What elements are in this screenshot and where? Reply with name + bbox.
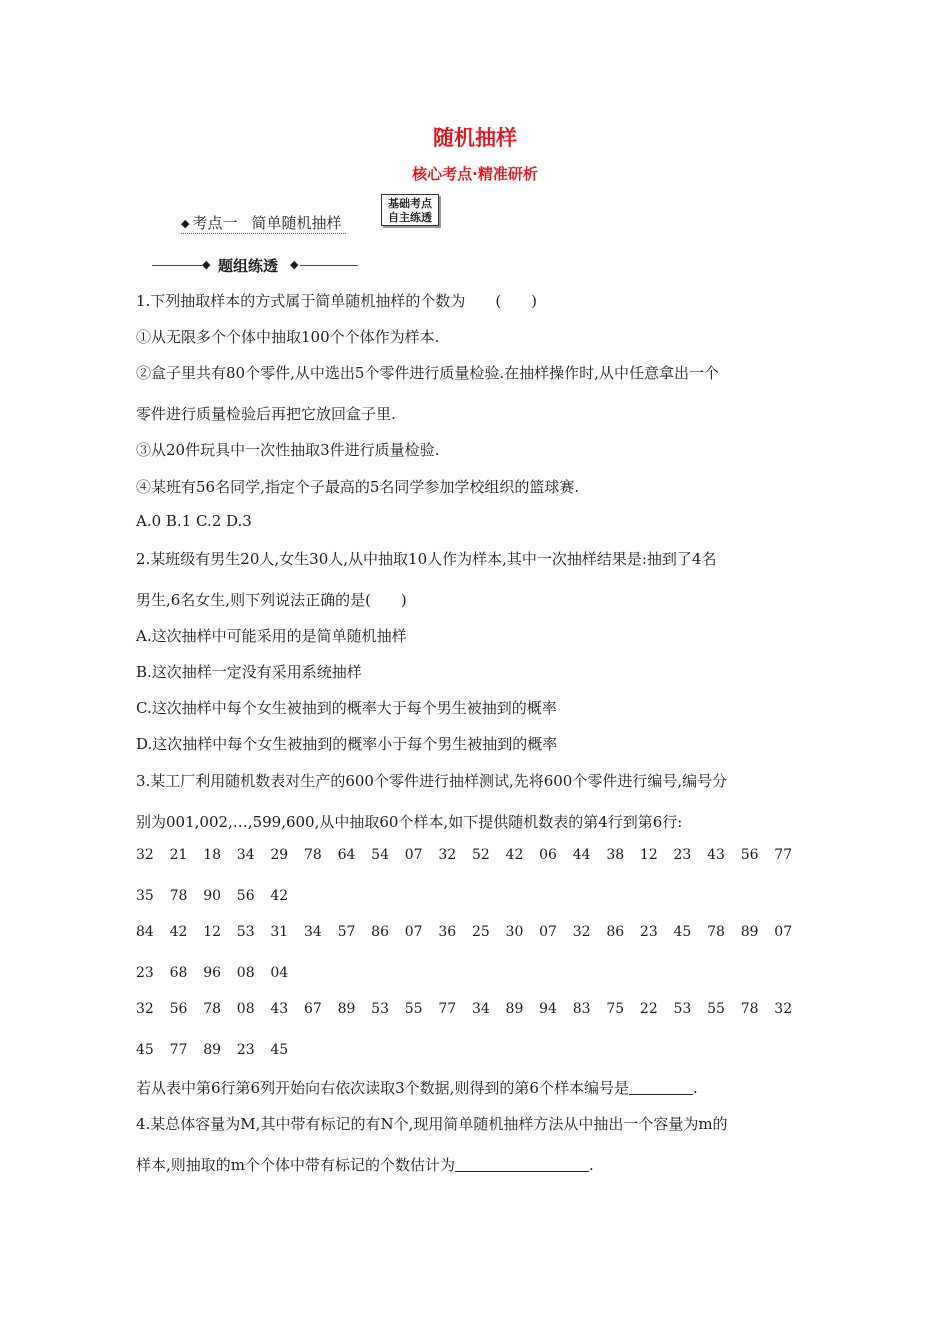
q1-options: A.0 B.1 C.2 D.3 [136, 512, 252, 530]
table-cell: 08 [236, 1001, 255, 1017]
table-cell: 34 [471, 1001, 490, 1017]
divider-right [300, 265, 358, 266]
q2-option-a: A.这次抽样中可能采用的是简单随机抽样 [136, 627, 407, 645]
table-cell: 08 [236, 965, 255, 981]
q2-option-b: B.这次抽样一定没有采用系统抽样 [136, 663, 362, 681]
table-cell: 94 [539, 1001, 557, 1017]
table-cell: 32 [136, 847, 154, 863]
diamond-left-icon: ◆ [202, 258, 211, 271]
table-cell: 68 [169, 965, 188, 981]
table-cell: 32 [774, 1001, 793, 1017]
table-cell: 36 [438, 924, 457, 940]
table-cell: 23 [136, 965, 154, 981]
q1-item-2-line-1: ②盒子里共有80个零件,从中选出5个零件进行质量检验.在抽样操作时,从中任意拿出一个 [136, 364, 719, 382]
q3-question [136, 1077, 698, 1098]
table-cell: 78 [203, 1001, 222, 1017]
table-cell: 32 [136, 1001, 154, 1017]
table-row [136, 965, 304, 981]
table-cell: 07 [774, 924, 793, 940]
table-cell: 77 [774, 847, 793, 863]
answer-blank[interactable] [455, 1157, 589, 1172]
table-cell: 64 [337, 847, 356, 863]
page-title: 随机抽样 [433, 126, 517, 150]
q1-item-3: ③从20件玩具中一次性抽取3件进行质量检验. [136, 441, 440, 459]
q2-option-c: C.这次抽样中每个女生被抽到的概率大于每个男生被抽到的概率 [136, 699, 557, 717]
group-heading-text: 题组练透 [218, 257, 279, 275]
table-cell: 55 [707, 1001, 725, 1017]
table-cell: 96 [203, 965, 222, 981]
table-cell: 57 [337, 924, 356, 940]
group-heading [152, 254, 362, 278]
table-cell: 78 [303, 847, 322, 863]
table-cell: 53 [673, 1001, 692, 1017]
table-cell: 04 [270, 965, 289, 981]
table-cell: 89 [203, 1042, 222, 1058]
table-cell: 75 [606, 1001, 625, 1017]
table-cell: 23 [673, 847, 692, 863]
table-cell: 52 [471, 847, 490, 863]
table-cell: 78 [740, 1001, 759, 1017]
q1-item-1: ①从无限多个个体中抽取100个个体作为样本. [136, 328, 440, 346]
table-cell: 44 [572, 847, 591, 863]
table-cell: 34 [303, 924, 322, 940]
table-cell: 89 [740, 924, 759, 940]
table-cell: 53 [236, 924, 255, 940]
table-cell: 43 [270, 1001, 289, 1017]
q3-ask-text: 若从表中第6行第6列开始向右依次读取3个数据,则得到的第6个样本编号是 [136, 1079, 629, 1097]
table-cell: 45 [136, 1042, 154, 1058]
badge-line-1: 基础考点 [388, 197, 432, 210]
section-label-b: 简单随机抽样 [251, 214, 342, 232]
section-heading [181, 212, 346, 234]
table-row [136, 847, 808, 863]
table-cell: 32 [572, 924, 591, 940]
table-cell: 55 [404, 1001, 423, 1017]
question-4-line-1: 4.某总体容量为M,其中带有标记的有N个,现用简单随机抽样方法从中抽出一个容量为m的 [136, 1115, 728, 1133]
table-cell: 56 [740, 847, 759, 863]
question-1: 1.下列抽取样本的方式属于简单随机抽样的个数为 ( ) [136, 292, 538, 310]
table-cell: 56 [169, 1001, 188, 1017]
table-cell: 89 [337, 1001, 356, 1017]
table-cell: 22 [639, 1001, 658, 1017]
table-cell: 42 [505, 847, 524, 863]
table-cell: 25 [471, 924, 490, 940]
section-label-a: 考点一 [192, 214, 238, 232]
table-cell: 29 [270, 847, 289, 863]
diamond-right-icon: ◆ [290, 258, 299, 271]
question-3-line-2: 别为001,002,…,599,600,从中抽取60个样本,如下提供随机数表的第4行到第6行: [136, 813, 683, 831]
table-cell: 21 [169, 847, 188, 863]
table-cell: 78 [707, 924, 725, 940]
diamond-icon: ◆ [181, 217, 190, 230]
q2-option-d: D.这次抽样中每个女生被抽到的概率小于每个男生被抽到的概率 [136, 735, 558, 753]
q3-end: . [692, 1079, 698, 1097]
table-cell: 89 [505, 1001, 524, 1017]
q1-item-4: ④某班有56名同学,指定个子最高的5名同学参加学校组织的篮球赛. [136, 478, 580, 496]
table-row [136, 924, 808, 940]
table-cell: 45 [673, 924, 692, 940]
table-cell: 54 [371, 847, 389, 863]
table-cell: 42 [270, 888, 289, 904]
table-cell: 38 [606, 847, 625, 863]
table-cell: 86 [371, 924, 389, 940]
table-cell: 31 [270, 924, 289, 940]
answer-blank[interactable] [629, 1080, 693, 1095]
table-cell: 84 [136, 924, 154, 940]
table-row [136, 1001, 808, 1017]
table-cell: 53 [371, 1001, 389, 1017]
table-cell: 07 [404, 924, 423, 940]
table-cell: 06 [539, 847, 557, 863]
table-cell: 77 [169, 1042, 188, 1058]
table-cell: 43 [707, 847, 725, 863]
page-subtitle: 核心考点·精准研析 [412, 165, 538, 183]
divider-left [152, 265, 202, 266]
table-row [136, 1042, 304, 1058]
question-3-line-1: 3.某工厂利用随机数表对生产的600个零件进行抽样测试,先将600个零件进行编号,编号分 [136, 772, 728, 790]
table-cell: 23 [639, 924, 658, 940]
table-cell: 30 [505, 924, 524, 940]
table-cell: 32 [438, 847, 457, 863]
table-cell: 83 [572, 1001, 591, 1017]
table-cell: 90 [203, 888, 222, 904]
table-cell: 67 [303, 1001, 322, 1017]
table-cell: 07 [404, 847, 423, 863]
q1-item-2-line-2: 零件进行质量检验后再把它放回盒子里. [136, 405, 396, 423]
table-cell: 78 [169, 888, 188, 904]
question-4-line-2 [136, 1154, 594, 1175]
table-row [136, 888, 304, 904]
question-2-line-1: 2.某班级有男生20人,女生30人,从中抽取10人作为样本,其中一次抽样结果是:抽到了4名 [136, 550, 717, 568]
question-2-line-2: 男生,6名女生,则下列说法正确的是( ) [136, 591, 407, 609]
table-cell: 77 [438, 1001, 457, 1017]
section-badge [381, 194, 439, 226]
table-cell: 12 [639, 847, 658, 863]
badge-line-2: 自主练透 [388, 211, 432, 224]
table-cell: 18 [203, 847, 222, 863]
table-cell: 86 [606, 924, 625, 940]
table-cell: 42 [169, 924, 188, 940]
table-cell: 35 [136, 888, 154, 904]
table-cell: 45 [270, 1042, 289, 1058]
table-cell: 34 [236, 847, 255, 863]
q4-end: . [589, 1156, 594, 1174]
table-cell: 56 [236, 888, 255, 904]
table-cell: 23 [236, 1042, 255, 1058]
table-cell: 12 [203, 924, 222, 940]
table-cell: 07 [539, 924, 557, 940]
q4-ask-text: 样本,则抽取的m个个体中带有标记的个数估计为 [136, 1156, 455, 1174]
